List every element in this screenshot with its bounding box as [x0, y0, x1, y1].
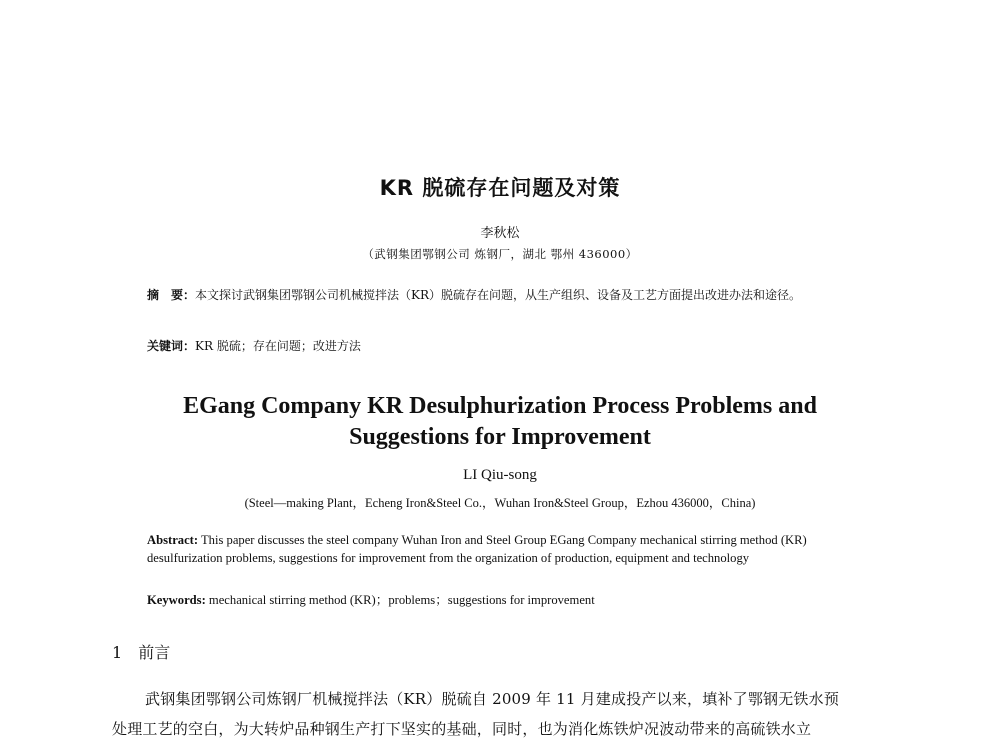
- chinese-title: KR 脱硫存在问题及对策: [379, 176, 621, 200]
- chinese-affiliation: （武钢集团鄂钢公司 炼钢厂，湖北 鄂州 436000）: [362, 247, 638, 261]
- chinese-keywords: [147, 335, 867, 357]
- english-abstract-label: Abstract:: [147, 533, 199, 547]
- chinese-author: 李秋松: [480, 226, 520, 241]
- english-abstract-text: This paper discusses the steel company Wuhan Iron and Steel Group EGang Company mechanical stirring method (KR) desulfurization problems, suggestions for improvement from the organization of production, equipment and technology: [147, 533, 807, 565]
- english-abstract: [147, 531, 857, 567]
- english-keywords-label: Keywords:: [147, 593, 206, 607]
- english-keywords-text: mechanical stirring method (KR)；problems；suggestions for improvement: [208, 593, 595, 607]
- english-keywords: [147, 591, 857, 609]
- chinese-keywords-label: 关键词：: [147, 339, 196, 353]
- chinese-abstract-label: 摘 要：: [147, 288, 196, 302]
- body-line-1: 武钢集团鄂钢公司炼钢厂机械搅拌法（KR）脱硫自 2009 年 11 月建成投产以来，填补了鄂钢无铁水预: [145, 690, 840, 708]
- english-affiliation: (Steel—making Plant，Echeng Iron&Steel Co.，Wuhan Iron&Steel Group，Ezhou 436000，China): [244, 496, 756, 510]
- chinese-abstract-text: 本文探讨武钢集团鄂钢公司机械搅拌法（KR）脱硫存在问题，从生产组织、设备及工艺方面提出改进办法和途径。: [195, 288, 802, 302]
- english-title-line-2: Suggestions for Improvement: [349, 424, 651, 450]
- english-title-line-1: EGang Company KR Desulphurization Process Problems and: [183, 393, 817, 419]
- body-line-2: 处理工艺的空白，为大转炉品种钢生产打下坚实的基础，同时，也为消化炼铁炉况波动带来的高硫铁水立: [112, 720, 812, 738]
- body-paragraph: [112, 684, 892, 744]
- chinese-keywords-text: KR 脱硫；存在问题；改进方法: [195, 339, 361, 353]
- section-heading: [112, 640, 170, 663]
- chinese-abstract: [147, 284, 867, 306]
- section-number: 1: [112, 643, 123, 662]
- english-title: [0, 391, 1000, 453]
- section-title: 前言: [138, 643, 171, 662]
- english-author: LI Qiu-song: [463, 467, 537, 483]
